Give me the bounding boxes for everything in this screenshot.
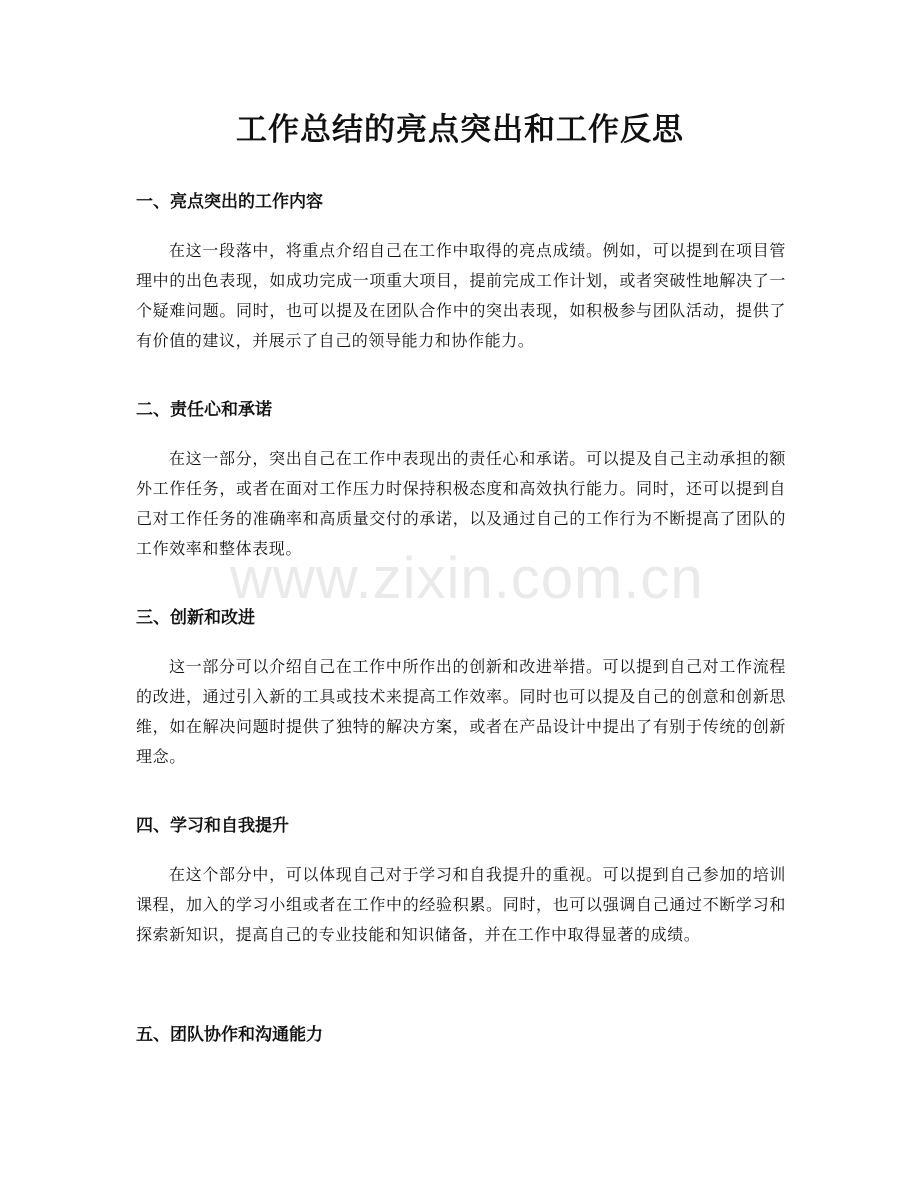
section-teamwork — [136, 1023, 786, 1047]
section-responsibility — [136, 398, 786, 564]
section-heading: 一、亮点突出的工作内容 — [136, 192, 323, 212]
section-highlights — [136, 190, 786, 356]
section-learning — [136, 814, 786, 950]
section-heading: 二、责任心和承诺 — [136, 400, 272, 420]
section-innovation — [136, 606, 786, 772]
section-heading: 四、学习和自我提升 — [136, 816, 289, 836]
watermark: www.zixin.com.cn — [230, 546, 704, 611]
section-body: 在这个部分中，可以体现自己对于学习和自我提升的重视。可以提到自己参加的培训课程，加入的学习小组或者在工作中的经验积累。同时，也可以强调自己通过不断学习和探索新知识，提高自己的专业技能和知识储备，并在工作中取得显著的成绩。 — [136, 865, 786, 944]
section-heading: 五、团队协作和沟通能力 — [136, 1025, 323, 1045]
section-body: 在这一部分，突出自己在工作中表现出的责任心和承诺。可以提及自己主动承担的额外工作任务，或者在面对工作压力时保持积极态度和高效执行能力。同时，还可以提到自己对工作任务的准确率和高质量交付的承诺，以及通过自己的工作行为不断提高了团队的工作效率和整体表现。 — [136, 449, 786, 558]
section-body: 这一部分可以介绍自己在工作中所作出的创新和改进举措。可以提到自己对工作流程的改进，通过引入新的工具或技术来提高工作效率。同时也可以提及自己的创意和创新思维，如在解决问题时提供了独特的解决方案，或者在产品设计中提出了有别于传统的创新理念。 — [136, 657, 786, 766]
document-title: 工作总结的亮点突出和工作反思 — [236, 112, 684, 148]
section-heading: 三、创新和改进 — [136, 608, 255, 628]
section-body: 在这一段落中，将重点介绍自己在工作中取得的亮点成绩。例如，可以提到在项目管理中的出色表现，如成功完成一项重大项目，提前完成工作计划，或者突破性地解决了一个疑难问题。同时，也可以提及在团队合作中的突出表现，如积极参与团队活动，提供了有价值的建议，并展示了自己的领导能力和协作能力。 — [136, 241, 786, 350]
